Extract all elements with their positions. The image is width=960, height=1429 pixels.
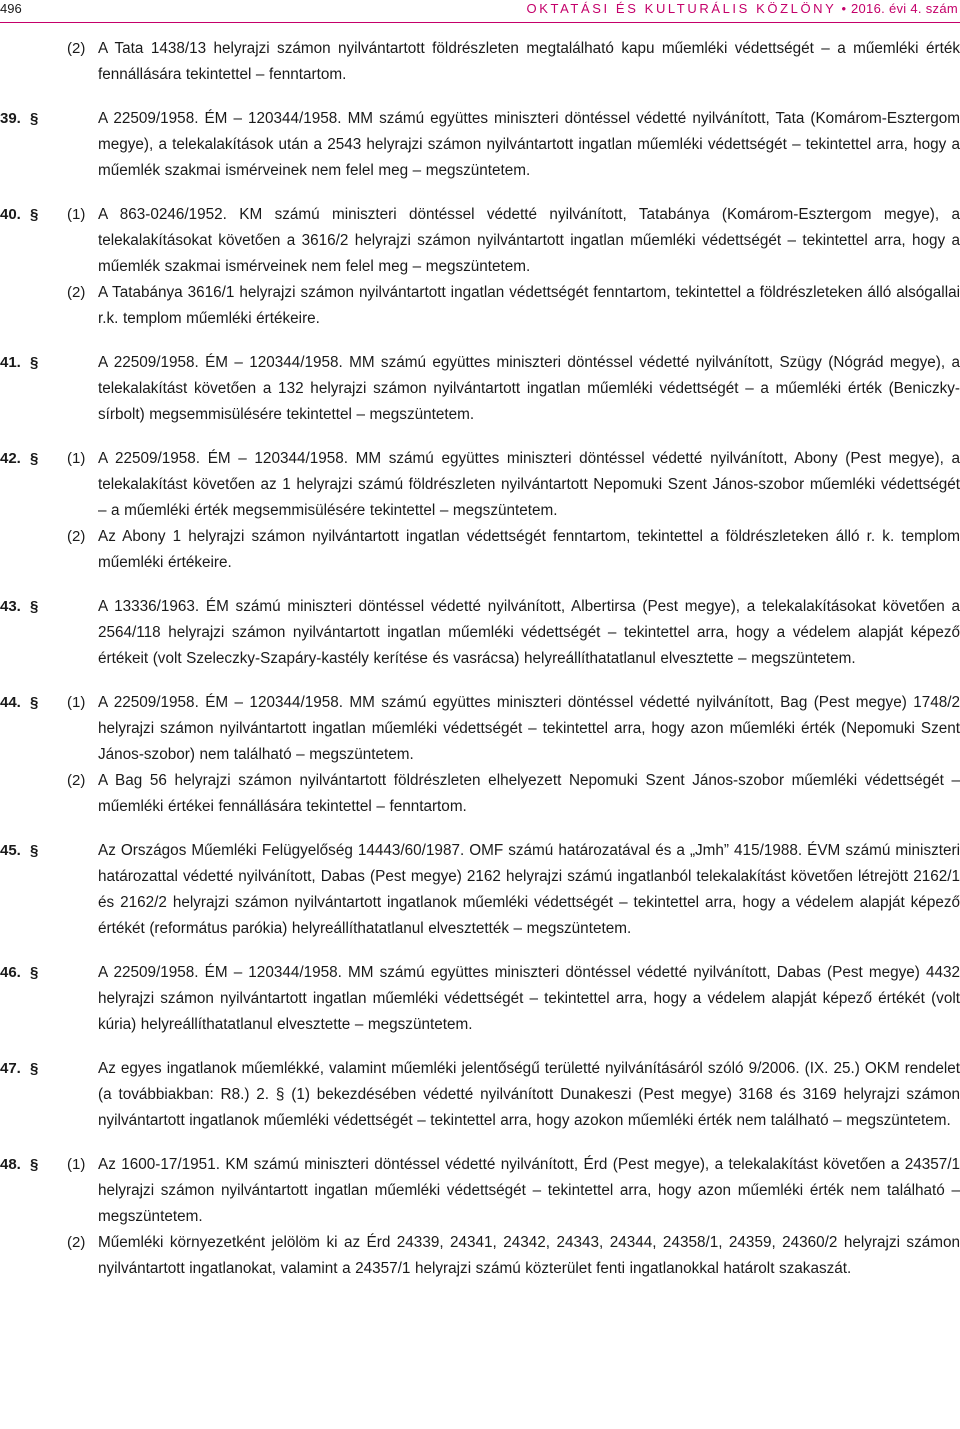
section-symbol: § [30, 450, 39, 467]
section-number: 43. [0, 598, 21, 615]
separator-dot: • [841, 1, 846, 16]
paragraph-text: Az egyes ingatlanok műemlékké, valamint műemléki jelentőségű területté nyilvánításáról szóló 9/2006. (IX. 25.) OKM rendelet (a továbbiakban: R8.) 2. § (1) bekezdésében védetté nyilvánított Dunakeszi (Pest megye) 3168 és 3169 helyrajzi számon nyilvántartott ingatlanok műemléki védettségét – tekintettel arra, hogy azokon műemléki érték nem található – megszüntetem. [98, 1060, 960, 1129]
paragraph-text: Műemléki környezetként jelölöm ki az Érd 24339, 24341, 24342, 24343, 24344, 24358/1, 24359, 24360/2 helyrajzi számon nyilvántartott ingatlanokat, valamint a 24357/1 helyrajzi számú közterület fenti ingatlanokkal határolt szakaszát. [98, 1234, 960, 1277]
paragraph-item [0, 446, 960, 524]
section-number: 41. [0, 354, 21, 371]
section-entry [0, 350, 960, 428]
paragraph-item [0, 280, 960, 332]
section-symbol: § [30, 694, 39, 711]
paragraph-label: (2) [67, 284, 86, 301]
section-symbol: § [30, 1060, 39, 1077]
paragraph-label: (1) [67, 1156, 86, 1173]
paragraph-text: A Tatabánya 3616/1 helyrajzi számon nyilvántartott ingatlan védettségét fenntartom, tekintettel a földrészleteken álló alsógallai r.k. templom műemléki értékeire. [98, 284, 960, 327]
journal-title: OKTATÁSI ÉS KULTURÁLIS KÖZLÖNY [526, 1, 837, 16]
paragraph-label: (2) [67, 772, 86, 789]
issue-date: 2016. évi 4. szám [851, 1, 958, 16]
paragraph-text: A 22509/1958. ÉM – 120344/1958. MM számú együttes miniszteri döntéssel védetté nyilvánított, Dabas (Pest megye) 4432 helyrajzi számon nyilvántartott ingatlan műemléki védettségét – tekintettel arra, hogy a védelem alapját képező értékét (volt kúria) helyreállíthatatlanul elvesztette – megszüntetem. [98, 964, 960, 1033]
paragraph-item [0, 36, 960, 88]
paragraph-label: (2) [67, 40, 86, 57]
section-number: 39. [0, 110, 21, 127]
paragraph-item [0, 524, 960, 576]
paragraph-item [0, 690, 960, 768]
section-symbol: § [30, 206, 39, 223]
section-number: 42. [0, 450, 21, 467]
paragraph-text: Az Országos Műemléki Felügyelőség 14443/60/1987. OMF számú határozatával és a „Jmh” 415/1988. ÉVM számú miniszteri határozattal védetté nyilvánított, Dabas (Pest megye) 2162 helyrajzi számú ingatlanból telekalakítást követően létrejött 2162/1 és 2162/2 helyrajzi számon nyilvántartott ingatlanok műemléki védettségét – tekintettel arra, hogy a védelem alapját képező értékét (református parókia) helyreállíthatatlanul elvesztették – megszüntetem. [98, 842, 960, 937]
section-entry [0, 594, 960, 672]
section-number: 44. [0, 694, 21, 711]
paragraph-text: A 22509/1958. ÉM – 120344/1958. MM számú együttes miniszteri döntéssel védetté nyilvánított, Abony (Pest megye), a telekalakítást követően az 1 helyrajzi számú földrészleten nyilvántartott Nepomuki Szent János-szobor műemléki védettségét – a műemléki érték megsemmisülésére tekintettel – megszüntetem. [98, 450, 960, 519]
paragraph-item [0, 1230, 960, 1282]
paragraph-item [0, 350, 960, 428]
paragraph-label: (1) [67, 450, 86, 467]
section-entry [0, 36, 960, 88]
paragraph-text: Az 1600-17/1951. KM számú miniszteri döntéssel védetté nyilvánított, Érd (Pest megye), a telekalakítást követően a 24357/1 helyrajzi számon nyilvántartott ingatlan műemléki védettségét – tekintettel arra, hogy azon műemléki érték nem található – megszüntetem. [98, 1156, 960, 1225]
paragraph-text: A 22509/1958. ÉM – 120344/1958. MM számú együttes miniszteri döntéssel védetté nyilvánított, Tata (Komárom-Esztergom megye), a telekalakítások után a 2543 helyrajzi számon nyilvántartott ingatlan műemléki védettségét – tekintettel arra, hogy a műemlék szakmai ismérveinek nem felel meg – megszüntetem. [98, 110, 960, 179]
paragraph-text: A Tata 1438/13 helyrajzi számon nyilvántartott földrészleten megtalálható kapu műemléki védettségét – a műemléki érték fennállására tekintettel – fenntartom. [98, 40, 960, 83]
paragraph-item [0, 202, 960, 280]
paragraph-text: A Bag 56 helyrajzi számon nyilvántartott földrészleten elhelyezett Nepomuki Szent János-szobor műemléki védettségét – műemléki értékei fennállására tekintettel – fenntartom. [98, 772, 960, 815]
paragraph-item [0, 768, 960, 820]
section-symbol: § [30, 842, 39, 859]
paragraph-text: A 863-0246/1952. KM számú miniszteri döntéssel védetté nyilvánított, Tatabánya (Komárom-Esztergom megye), a telekalakításokat követően a 3616/2 helyrajzi számon nyilvántartott ingatlan műemléki védettségét – tekintettel arra, hogy a műemlék szakmai ismérveinek nem felel meg – megszüntetem. [98, 206, 960, 275]
paragraph-label: (1) [67, 206, 86, 223]
document-body [0, 36, 960, 1282]
section-entry [0, 1056, 960, 1134]
paragraph-item [0, 594, 960, 672]
section-number: 48. [0, 1156, 21, 1173]
section-entry [0, 446, 960, 576]
page-number: 496 [0, 1, 22, 16]
section-entry [0, 202, 960, 332]
paragraph-text: A 22509/1958. ÉM – 120344/1958. MM számú együttes miniszteri döntéssel védetté nyilvánított, Szügy (Nógrád megye), a telekalakítást követően a 132 helyrajzi számon nyilvántartott ingatlan műemléki védettségét – a műemléki érték (Beniczky-sírbolt) megsemmisülésére tekintettel – megszüntetem. [98, 354, 960, 423]
section-entry [0, 960, 960, 1038]
section-symbol: § [30, 598, 39, 615]
paragraph-label: (2) [67, 528, 86, 545]
section-symbol: § [30, 1156, 39, 1173]
paragraph-text: A 22509/1958. ÉM – 120344/1958. MM számú együttes miniszteri döntéssel védetté nyilvánított, Bag (Pest megye) 1748/2 helyrajzi számon nyilvántartott ingatlan műemléki védettségét – tekintettel arra, hogy azon műemléki érték (Nepomuki Szent János-szobor) nem található – megszüntetem. [98, 694, 960, 763]
paragraph-text: A 13336/1963. ÉM számú miniszteri döntéssel védetté nyilvánított, Albertirsa (Pest megye), a telekalakításokat követően a 2564/118 helyrajzi számon nyilvántartott ingatlan műemléki védettségét – tekintettel arra, hogy a védelem alapját képező értékeit (volt Szeleczky-Szapáry-kastély kerítése és vasrácsa) helyreállíthatatlanul elvesztette – megszüntetem. [98, 598, 960, 667]
section-number: 46. [0, 964, 21, 981]
paragraph-item [0, 1152, 960, 1230]
paragraph-item [0, 106, 960, 184]
section-symbol: § [30, 354, 39, 371]
paragraph-item [0, 1056, 960, 1134]
journal-title-line [527, 1, 958, 16]
section-symbol: § [30, 110, 39, 127]
section-number: 47. [0, 1060, 21, 1077]
page-header [0, 0, 960, 24]
paragraph-item [0, 838, 960, 942]
paragraph-item [0, 960, 960, 1038]
section-number: 40. [0, 206, 21, 223]
paragraph-text: Az Abony 1 helyrajzi számon nyilvántartott ingatlan védettségét fenntartom, tekintettel a földrészleteken álló r. k. templom műemléki értékeire. [98, 528, 960, 571]
section-entry [0, 838, 960, 942]
section-entry [0, 1152, 960, 1282]
section-entry [0, 690, 960, 820]
section-entry [0, 106, 960, 184]
header-rule [0, 22, 960, 23]
paragraph-label: (1) [67, 694, 86, 711]
section-symbol: § [30, 964, 39, 981]
section-number: 45. [0, 842, 21, 859]
paragraph-label: (2) [67, 1234, 86, 1251]
